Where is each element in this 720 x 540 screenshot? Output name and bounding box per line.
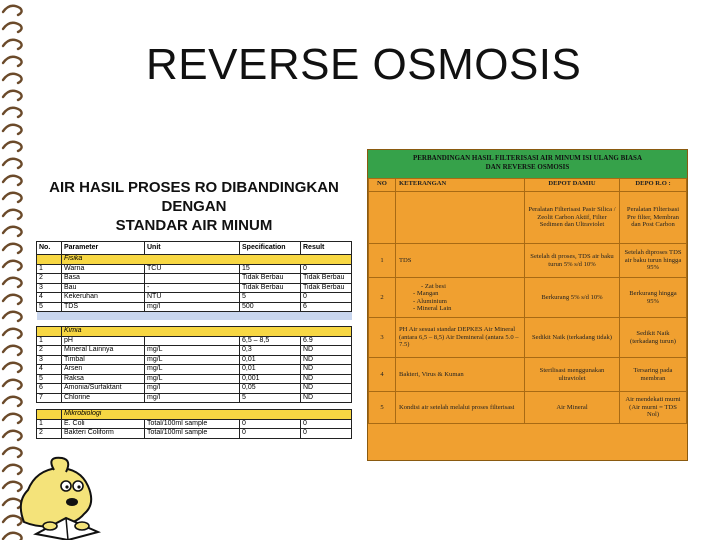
- cell-damiu: Peralatan Filterisasi Pasir Silica / Zeolit Carbon Aktif, Filter Sedimen dan Ultraviolet: [525, 192, 620, 244]
- table-row: 5 Kondisi air setelah melalui proses filterisasi Air Mineral Air mendekati murni (Air murni = TDS Nol): [369, 392, 687, 424]
- table-cell: 3: [37, 283, 62, 293]
- spiral-coil: [3, 244, 22, 253]
- spiral-coil: [3, 125, 22, 134]
- section-label: Fisika: [62, 255, 352, 265]
- table-cell: Arsen: [62, 365, 145, 375]
- spiral-coil: [3, 57, 22, 66]
- spiral-coil: [3, 295, 22, 304]
- table-cell: 0: [301, 429, 352, 439]
- spiral-coil: [3, 329, 22, 338]
- ro-standard-grid: [36, 241, 352, 439]
- table-cell: 0: [301, 293, 352, 303]
- table-cell: 6,5 – 8,5: [240, 336, 301, 346]
- table-cell: Mineral Lainnya: [62, 346, 145, 356]
- spiral-coil: [3, 261, 22, 270]
- table-cell: mg/L: [145, 346, 240, 356]
- table-cell: Chlorine: [62, 393, 145, 403]
- table-cell: 2: [37, 346, 62, 356]
- spiral-coil: [3, 193, 22, 202]
- comparison-grid: [368, 178, 687, 424]
- section-gap: [37, 403, 352, 410]
- comparison-title-line2: DAN REVERSE OSMOSIS: [485, 163, 570, 171]
- table-cell: Bakteri Coliform: [62, 429, 145, 439]
- table-cell: 0: [240, 429, 301, 439]
- table-cell: E. Coli: [62, 419, 145, 429]
- list-item: - Zat besi: [407, 283, 521, 290]
- section-gap: [37, 312, 352, 321]
- table-row: [37, 374, 352, 384]
- table-cell: 4: [37, 293, 62, 303]
- table-cell: [145, 274, 240, 284]
- cell-ro: Tersaring pada membran: [620, 358, 687, 392]
- table-row: 1 TDS Setelah di proses, TDS air baku turun 5% s/d 10% Setelah diproses TDS air baku turun hingga 95%: [369, 244, 687, 278]
- table-cell: 6: [37, 384, 62, 394]
- section-row-fisika: [37, 255, 352, 265]
- spiral-coil: [3, 6, 22, 15]
- table-row: [37, 365, 352, 375]
- table-cell: 500: [240, 302, 301, 312]
- section-row-kimia: [37, 327, 352, 337]
- cell-damiu: Setelah di proses, TDS air baku turun 5% s/d 10%: [525, 244, 620, 278]
- table-cell: ND: [301, 355, 352, 365]
- spiral-coil: [3, 227, 22, 236]
- cell-damiu: Berkurang 5% s/d 10%: [525, 278, 620, 318]
- list-item: - Mineral Lain: [407, 305, 521, 312]
- spiral-coil: [3, 176, 22, 185]
- table-cell: 0: [301, 419, 352, 429]
- spiral-coil: [3, 159, 22, 168]
- spiral-coil: [3, 142, 22, 151]
- table-cell: 1: [37, 419, 62, 429]
- table-cell: ND: [301, 384, 352, 394]
- table-cell: 4: [37, 365, 62, 375]
- table-cell: 15: [240, 264, 301, 274]
- header-cell: NO: [369, 179, 396, 192]
- cell-damiu: Sterilisasi menggunakan ultraviolet: [525, 358, 620, 392]
- table-cell: 1: [37, 336, 62, 346]
- reading-dog-clipart: [6, 452, 110, 540]
- table-cell: 1: [37, 264, 62, 274]
- table-cell: 0,05: [240, 384, 301, 394]
- table-header-row: [369, 179, 687, 192]
- section-body: [37, 264, 352, 312]
- table-cell: Raksa: [62, 374, 145, 384]
- table-cell: mg/l: [145, 302, 240, 312]
- header-cell: Specification: [240, 242, 301, 255]
- table-cell: NTU: [145, 293, 240, 303]
- table-cell: 6.9: [301, 336, 352, 346]
- header-cell: No.: [37, 242, 62, 255]
- slide-title: REVERSE OSMOSIS: [146, 40, 582, 89]
- spiral-coil: [3, 210, 22, 219]
- list-item: - Mangan: [407, 290, 521, 297]
- spiral-coil: [3, 23, 22, 32]
- table-cell: mg/l: [145, 384, 240, 394]
- table-cell: -: [145, 283, 240, 293]
- spiral-coil: [3, 91, 22, 100]
- table-row: [37, 336, 352, 346]
- spiral-coil: [3, 397, 22, 406]
- table-cell: [145, 336, 240, 346]
- spiral-coil: [3, 108, 22, 117]
- table-cell: 5: [37, 302, 62, 312]
- table-cell: 2: [37, 429, 62, 439]
- table-cell: Tidak Berbau: [301, 283, 352, 293]
- spiral-coil: [3, 346, 22, 355]
- cell-damiu: Sedikit Naik (terkadang tidak): [525, 318, 620, 358]
- table-cell: mg/l: [145, 393, 240, 403]
- cell-ro: Peralatan Filterisasi Pre filter, Membran dan Post Carbon: [620, 192, 687, 244]
- table-row: [37, 393, 352, 403]
- table-row: [369, 192, 687, 244]
- section-label: Kimia: [62, 327, 352, 337]
- table-row: [37, 346, 352, 356]
- table-cell: 2: [37, 274, 62, 284]
- cell-ro: Sedikit Naik (terkadang turun): [620, 318, 687, 358]
- section-body: [37, 419, 352, 438]
- table-row: [37, 419, 352, 429]
- header-cell: KETERANGAN: [396, 179, 525, 192]
- table-row: 2 - Zat besi - Mangan - Aluminium - Mineral Lain Berkurang 5% s/d 10% Berkurang hingga 95%: [369, 278, 687, 318]
- table-cell: 3: [37, 355, 62, 365]
- table-cell: Tidak Berbau: [301, 274, 352, 284]
- ro-table-title-line2: STANDAR AIR MINUM: [115, 217, 273, 234]
- table-row: [37, 293, 352, 303]
- header-cell: Unit: [145, 242, 240, 255]
- filtration-comparison-table: [367, 149, 688, 461]
- section-body: [37, 336, 352, 403]
- table-cell: 5: [240, 393, 301, 403]
- table-row: [37, 283, 352, 293]
- spiral-coil: [3, 431, 22, 440]
- table-cell: Amonia/Surfaktant: [62, 384, 145, 394]
- table-cell: mg/L: [145, 365, 240, 375]
- table-cell: 7: [37, 393, 62, 403]
- table-row: [37, 355, 352, 365]
- table-cell: 0,01: [240, 365, 301, 375]
- cell-ro: Air mendekati murni (Air murni = TDS Nol): [620, 392, 687, 424]
- table-header-row: [37, 242, 352, 255]
- mineral-list: [399, 283, 521, 313]
- spiral-coil: [3, 363, 22, 372]
- table-cell: 0,01: [240, 355, 301, 365]
- table-row: 4 Bakteri, Virus & Kuman Sterilisasi menggunakan ultraviolet Tersaring pada membran: [369, 358, 687, 392]
- table-cell: mg/L: [145, 374, 240, 384]
- comparison-title-line1: PERBANDINGAN HASIL FILTERISASI AIR MINUM ISI ULANG BIASA: [412, 154, 643, 162]
- list-item: - Aluminium: [407, 298, 521, 305]
- header-cell: DEPO R.O :: [620, 179, 687, 192]
- table-cell: ND: [301, 365, 352, 375]
- header-cell: Result: [301, 242, 352, 255]
- table-cell: Total/100ml sample: [145, 419, 240, 429]
- table-cell: 5: [37, 374, 62, 384]
- comparison-title: [368, 150, 687, 178]
- table-cell: Timbal: [62, 355, 145, 365]
- table-row: [37, 274, 352, 284]
- table-cell: 5: [240, 293, 301, 303]
- header-cell: Parameter: [62, 242, 145, 255]
- table-row: [37, 429, 352, 439]
- table-cell: 0: [240, 419, 301, 429]
- cell-damiu: Air Mineral: [525, 392, 620, 424]
- table-cell: 0,001: [240, 374, 301, 384]
- table-cell: 6: [301, 302, 352, 312]
- spiral-coil: [3, 40, 22, 49]
- table-cell: ND: [301, 346, 352, 356]
- table-cell: mg/L: [145, 355, 240, 365]
- table-row: [37, 384, 352, 394]
- table-cell: Kekeruhan: [62, 293, 145, 303]
- cell-ro: Setelah diproses TDS air baku turun hingga 95%: [620, 244, 687, 278]
- spiral-coil: [3, 74, 22, 83]
- table-cell: Warna: [62, 264, 145, 274]
- table-cell: 0: [301, 264, 352, 274]
- table-cell: Tidak Berbau: [240, 274, 301, 284]
- section-label: Mikrobiologi: [62, 410, 352, 420]
- table-row: [37, 264, 352, 274]
- table-cell: Tidak Berbau: [240, 283, 301, 293]
- table-cell: ND: [301, 374, 352, 384]
- ro-standard-table: [36, 178, 352, 439]
- table-cell: pH: [62, 336, 145, 346]
- spiral-coil: [3, 414, 22, 423]
- table-cell: Bau: [62, 283, 145, 293]
- spiral-coil: [3, 380, 22, 389]
- cell-ro: Berkurang hingga 95%: [620, 278, 687, 318]
- section-row-mikrobiologi: [37, 410, 352, 420]
- table-row: 3 PH Air sesuai standar DEPKES Air Mineral (antara 6,5 – 8,5) Air Demineral (antara 5.0 – 7.5) Sedikit Naik (terkadang tidak) Sedikit Naik (terkadang turun): [369, 318, 687, 358]
- table-cell: TCU: [145, 264, 240, 274]
- header-cell: DEPOT DAMIU: [525, 179, 620, 192]
- spiral-coil: [3, 278, 22, 287]
- table-cell: Total/100ml sample: [145, 429, 240, 439]
- table-cell: Basa: [62, 274, 145, 284]
- table-row: [37, 302, 352, 312]
- ro-table-title-line1: AIR HASIL PROSES RO DIBANDINGKAN DENGAN: [49, 179, 339, 215]
- table-cell: 0,3: [240, 346, 301, 356]
- table-cell: ND: [301, 393, 352, 403]
- table-cell: TDS: [62, 302, 145, 312]
- spiral-coil: [3, 312, 22, 321]
